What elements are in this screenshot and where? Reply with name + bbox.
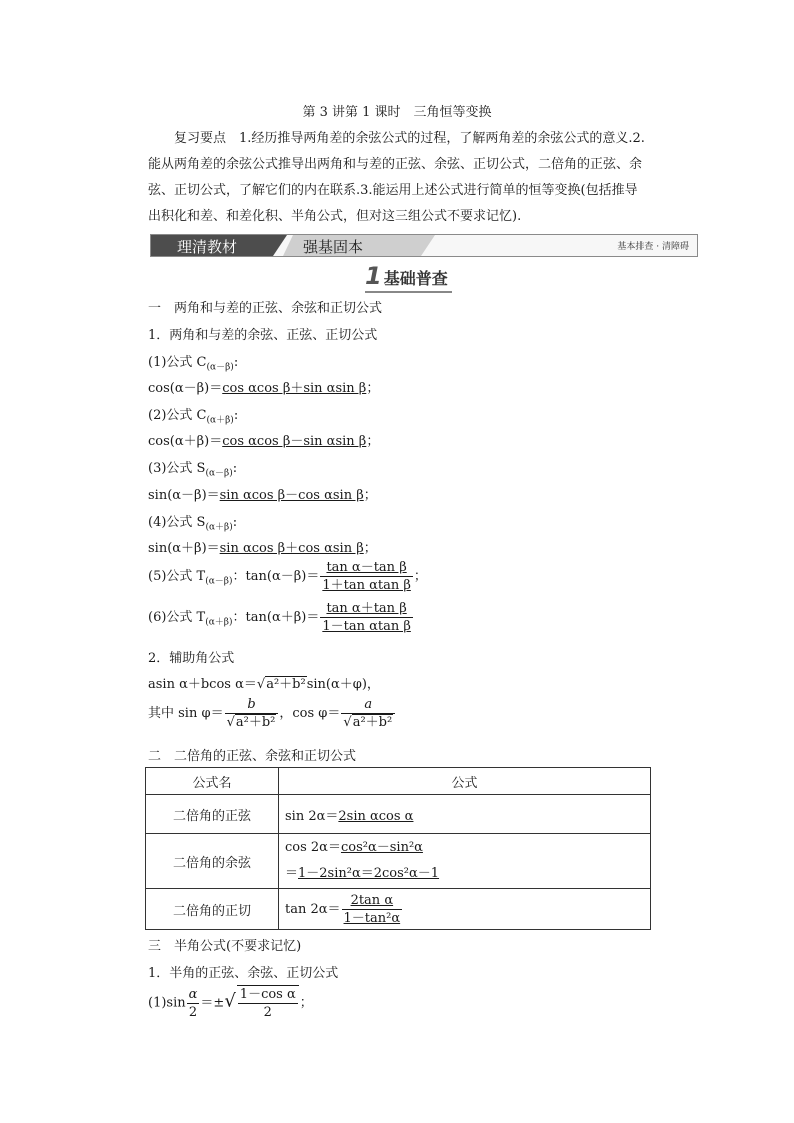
section-2-heading: 二 二倍角的正弦、余弦和正切公式 bbox=[148, 749, 357, 764]
section-1-heading: 一 两角和与差的正弦、余弦和正切公式 bbox=[148, 301, 383, 316]
formula-4: sin(α＋β)＝sin αcos β＋cos αsin β； bbox=[148, 541, 377, 556]
section-1-2-heading: 2．辅助角公式 bbox=[148, 651, 235, 666]
row-formula: sin 2α＝2sin αcos α bbox=[279, 795, 651, 834]
review-points-text: 复习要点 1.经历推导两角差的余弦公式的过程，了解两角差的余弦公式的意义.2.能从两角差的余弦公式推导出两角和与差的正弦、余弦、正切公式，二倍角的正弦、余弦、正切公式，了解它们的内在联系.3.能运用上述公式进行简单的恒等变换(包括推导出积化和差、和差化积、半角公式，但对这三组公式不要求记忆). bbox=[148, 131, 645, 224]
row-name: 二倍角的正弦 bbox=[146, 795, 279, 834]
table-header: 公式 bbox=[279, 768, 651, 795]
double-angle-table bbox=[145, 767, 651, 930]
formula-2: cos(α＋β)＝cos αcos β－sin αsin β； bbox=[148, 434, 380, 449]
cos-phi-fraction: $\frac{a}{\text{√a²＋b²}}$ bbox=[341, 696, 395, 731]
section-3-heading: 三 半角公式(不要求记忆) bbox=[148, 939, 302, 954]
formula-5-fraction: $\frac{\text{tan α－tan β}}{\text{1＋tan αtan β}}$ bbox=[322, 560, 411, 593]
banner-mid-label: 强基固本 bbox=[303, 238, 364, 256]
formula-5: (5)公式 $T_{(\alpha-\beta)}$：tan(α－β)＝ $\frac{\text{tan α－tan β}}{\text{1＋tan αtan β}}$ ； bbox=[148, 560, 427, 593]
subheading-number: 1 bbox=[365, 262, 382, 290]
formula-3: sin(α－β)＝sin αcos β－cos αsin β； bbox=[148, 488, 377, 503]
formula-3-label: (3)公式 $S_{(\alpha-\beta)}$: bbox=[148, 461, 238, 479]
row-name: 二倍角的正切 bbox=[146, 889, 279, 930]
banner-mid-block bbox=[293, 235, 421, 256]
banner-right-label: 基本排查 · 清障碍 bbox=[617, 242, 689, 252]
subheading-text: 基础普查 bbox=[383, 269, 448, 288]
table-row bbox=[146, 889, 651, 930]
formula-1: cos(α－β)＝cos αcos β＋sin αsin β； bbox=[148, 381, 380, 396]
table-header: 公式名 bbox=[146, 768, 279, 795]
banner-left-label: 理清教材 bbox=[177, 238, 238, 256]
row-name: 二倍角的余弦 bbox=[146, 834, 279, 889]
section-1-1-heading: 1．两角和与差的余弦、正弦、正切公式 bbox=[148, 328, 378, 343]
auxiliary-formula-where: 其中 sin φ＝ $\frac{b}{\text{√a²＋b²}}$ ，cos φ＝ $\frac{a}{\text{√a²＋b²}}$ bbox=[148, 696, 396, 731]
formula-6-fraction: $\frac{\text{tan α＋tan β}}{\text{1－tan αtan β}}$ bbox=[322, 601, 411, 634]
sin-phi-fraction: $\frac{b}{\text{√a²＋b²}}$ bbox=[225, 696, 279, 731]
subheading bbox=[365, 262, 452, 293]
row-formula: cos 2α＝cos²α－sin²α ＝1－2sin²α＝2cos²α－1 bbox=[279, 834, 651, 889]
table-row bbox=[146, 834, 651, 889]
table-header-row bbox=[146, 768, 651, 795]
auxiliary-formula: asin α＋bcos α＝√a²＋b²sin(α＋φ)， bbox=[148, 677, 380, 692]
half-angle-sine: (1)sin $\frac{\alpha}{2}$ ＝±√ $\frac{\text{1－cos α}}{2}$ ； bbox=[148, 986, 313, 1020]
table-row bbox=[146, 795, 651, 834]
row-formula: tan 2α＝ $\frac{\text{2tan α}}{\text{1－tan²α}}$ bbox=[279, 889, 651, 930]
formula-6: (6)公式 $T_{(\alpha+\beta)}$：tan(α＋β)＝ $\frac{\text{tan α＋tan β}}{\text{1－tan αtan β}}$ bbox=[148, 601, 411, 634]
formula-1-label: (1)公式 $C_{(\alpha-\beta)}$: bbox=[148, 355, 239, 373]
section-3-1-heading: 1．半角的正弦、余弦、正切公式 bbox=[148, 966, 339, 981]
formula-4-label: (4)公式 $S_{(\alpha+\beta)}$: bbox=[148, 515, 238, 533]
banner-left-block bbox=[151, 235, 273, 256]
page-title: 第 3 讲第 1 课时 三角恒等变换 bbox=[302, 105, 492, 120]
review-points bbox=[148, 126, 648, 230]
section-banner bbox=[150, 234, 698, 257]
formula-2-label: (2)公式 $C_{(\alpha+\beta)}$: bbox=[148, 408, 239, 426]
